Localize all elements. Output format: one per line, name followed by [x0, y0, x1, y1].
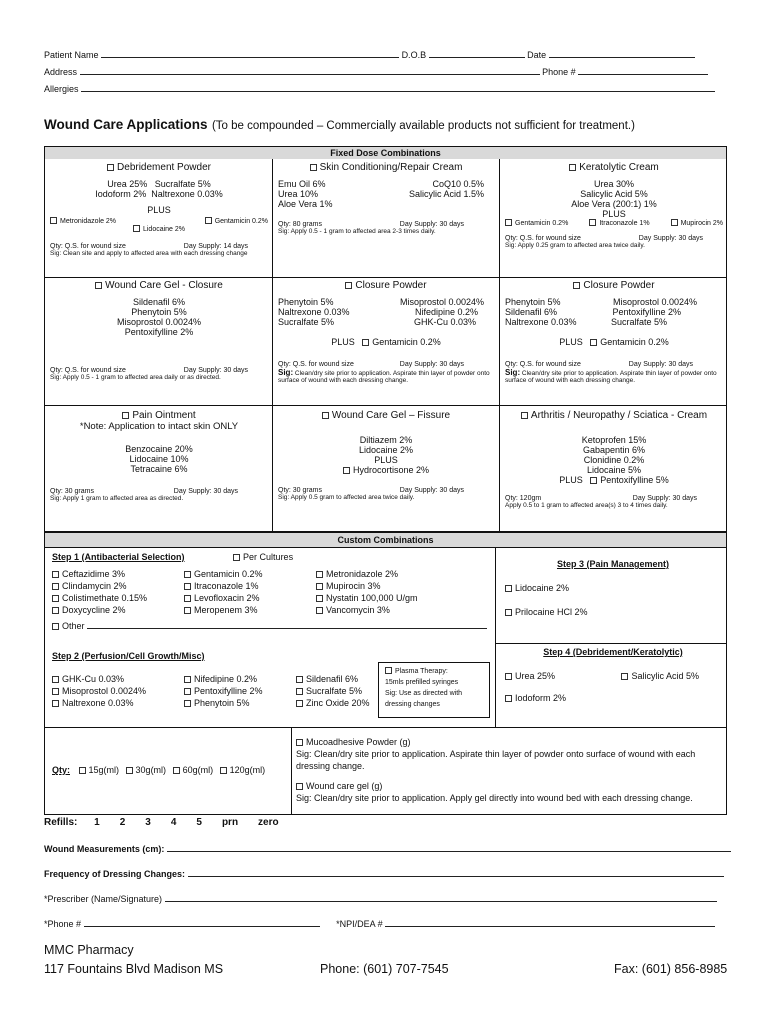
- keratolytic-gentamicin-checkbox[interactable]: [505, 219, 512, 226]
- step4-heading: Step 4 (Debridement/Keratolytic): [543, 647, 683, 657]
- closure-2-gentamicin-checkbox[interactable]: [590, 339, 597, 346]
- patient-name-field[interactable]: [101, 49, 399, 58]
- skin-repair-cell: Skin Conditioning/Repair Cream Emu Oil 6% CoQ10 0.5% Urea 10% Salicylic Acid 1.5% Aloe Vera 1% Qty: 80 grams Day Supply: 30 days Sig: Apply 0.5 - 1 gram to affected area 2-3 times daily.: [278, 162, 484, 235]
- step2-item[interactable]: Sucralfate 5%: [296, 685, 386, 697]
- gentamicin-checkbox[interactable]: [205, 217, 212, 224]
- checkbox[interactable]: [52, 700, 59, 707]
- pentoxifylline-checkbox[interactable]: [590, 477, 597, 484]
- step1: Step 1 (Antibacterial Selection) Per Cultures Ceftazidime 3% Clindamycin 2% Colistimethate 0.15% Doxycycline 2% Gentamicin 0.2% Itraconazole 1% Levofloxacin 2% Meropenem 3% Metronidazole 2% Mupirocin 3% Nystatin 100,000 U/gm Vancomycin 3% Other: [52, 552, 492, 631]
- urea-checkbox[interactable]: [505, 673, 512, 680]
- frequency-label: Frequency of Dressing Changes:: [44, 869, 186, 879]
- step2-item[interactable]: Naltrexone 0.03%: [52, 697, 184, 709]
- closure-1-gentamicin-checkbox[interactable]: [362, 339, 369, 346]
- wound-measurements-field[interactable]: [167, 843, 731, 852]
- plasma-therapy-checkbox[interactable]: [385, 667, 392, 674]
- checkbox[interactable]: [184, 688, 191, 695]
- checkbox[interactable]: [52, 688, 59, 695]
- keratolytic-checkbox[interactable]: [569, 164, 576, 171]
- step2-item[interactable]: Zinc Oxide 20%: [296, 697, 386, 709]
- checkbox[interactable]: [184, 571, 191, 578]
- other-checkbox[interactable]: [52, 623, 59, 630]
- prescriber-label: *Prescriber (Name/Signature): [44, 894, 163, 904]
- step3-heading: Step 3 (Pain Management): [556, 559, 670, 569]
- refill-option[interactable]: zero: [258, 817, 279, 828]
- lidocaine-checkbox[interactable]: [133, 225, 140, 232]
- salicylic-checkbox[interactable]: [621, 673, 628, 680]
- wound-gel-closure-cell: Wound Care Gel - Closure Sildenafil 6% Phenytoin 5% Misoprostol 0.0024% Pentoxifylline 2% Qty: Q.S. for wound size Day Supply: 30 days Sig: Apply 0.5 - 1 gram to affected area daily or as directed.: [50, 280, 248, 381]
- step1-item[interactable]: Vancomycin 3%: [316, 604, 476, 616]
- other-field[interactable]: [87, 620, 487, 629]
- closure-powder-cell-1: Closure Powder Phenytoin 5% Misoprostol 0.0024% Naltrexone 0.03% Nifedipine 0.2% Sucralfate 5% GHK-Cu 0.03% PLUS Gentamicin 0.2% Qty: Q.S. for wound size Day Supply: 30 days Sig: Clean/dry site prior to application. Aspirate thin layer of powder onto surface of wound with each dressing change.: [278, 280, 490, 384]
- pain-ointment-cell: Pain Ointment *Note: Application to intact skin ONLY Benzocaine 20% Lidocaine 10% Tetracaine 6% Qty: 30 grams Day Supply: 30 days Sig: Apply 1 gram to affected area as directed.: [50, 410, 239, 502]
- frequency-field[interactable]: [188, 868, 724, 877]
- refills-row: Refills: 1 2 3 4 5 prn zero: [44, 817, 279, 828]
- closure-powder-cell-2: Closure Powder Phenytoin 5% Misoprostol 0.0024% Sildenafil 6% Pentoxifylline 2% Naltrexone 0.03% Sucralfate 5% PLUS Gentamicin 0.2% Qty: Q.S. for wound size Day Supply: 30 days Sig: Clean/dry site prior to application. Aspirate thin layer of powder onto surface of wound with each dressing change.: [505, 280, 717, 384]
- step1-item[interactable]: Clindamycin 2%: [52, 580, 184, 592]
- footer-fields: [44, 843, 728, 943]
- checkbox[interactable]: [316, 583, 323, 590]
- pharmacy-address: 117 Fountains Blvd Madison MS: [44, 962, 224, 976]
- hydrocortisone-checkbox[interactable]: [343, 467, 350, 474]
- dosage-form: Mucoadhesive Powder (g) Sig: Clean/dry site prior to application. Aspirate thin layer of powder onto surface of wound with each dressing change. Wound care gel (g) Sig: Clean/dry site prior to application. Apply gel directly into wound bed with each dressing change.: [296, 737, 696, 803]
- checkbox[interactable]: [52, 607, 59, 614]
- checkbox[interactable]: [184, 676, 191, 683]
- pharmacy-name: MMC Pharmacy: [44, 943, 134, 957]
- checkbox[interactable]: [296, 688, 303, 695]
- allergies-field[interactable]: [81, 83, 715, 92]
- npi-label: *NPI/DEA #: [336, 919, 383, 929]
- checkbox[interactable]: [52, 676, 59, 683]
- checkbox[interactable]: [184, 607, 191, 614]
- lidocaine-2-checkbox[interactable]: [505, 585, 512, 592]
- step1-heading: Step 1 (Antibacterial Selection): [52, 552, 185, 562]
- prescriber-field[interactable]: [165, 893, 717, 902]
- checkbox[interactable]: [52, 595, 59, 602]
- wound-gel-closure-checkbox[interactable]: [95, 282, 102, 289]
- step2-item[interactable]: GHK-Cu 0.03%: [52, 673, 184, 685]
- checkbox[interactable]: [316, 607, 323, 614]
- step1-item[interactable]: Levofloxacin 2%: [184, 592, 316, 604]
- refill-option[interactable]: 4: [170, 817, 177, 828]
- step2-item[interactable]: Nifedipine 0.2%: [184, 673, 296, 685]
- step1-item[interactable]: Nystatin 100,000 U/gm: [316, 592, 476, 604]
- allergies-label: Allergies: [44, 84, 79, 94]
- step2-item[interactable]: Phenytoin 5%: [184, 697, 296, 709]
- arthritis-cream-cell: Arthritis / Neuropathy / Sciatica - Cream Ketoprofen 15% Gabapentin 6% Clonidine 0.2% Lidocaine 5% PLUS Pentoxifylline 5% Qty: 120gm Day Supply: 30 days Apply 0.5 to 1 gram to affected area(s) 3 to 4 times daily.: [505, 410, 708, 509]
- checkbox[interactable]: [184, 583, 191, 590]
- wound-care-gel-checkbox[interactable]: [296, 783, 303, 790]
- fixed-dose-heading: Fixed Dose Combinations: [45, 147, 726, 159]
- phone-field[interactable]: [578, 66, 708, 75]
- dob-field[interactable]: [429, 49, 525, 58]
- checkbox[interactable]: [52, 583, 59, 590]
- refill-option[interactable]: 2: [119, 817, 126, 828]
- keratolytic-cell: Keratolytic Cream Urea 30% Salicylic Acid 5% Aloe Vera (200:1) 1% PLUS Gentamicin 0.2% Itraconazole 1% Mupirocin 2% Qty: Q.S. for wound size Day Supply: 30 days Sig: Apply 0.25 gram to affected area twice daily.: [505, 162, 723, 249]
- pharmacy-phone: Phone: (601) 707-7545: [320, 962, 449, 976]
- prilocaine-checkbox[interactable]: [505, 609, 512, 616]
- step2-item[interactable]: Sildenafil 6%: [296, 673, 386, 685]
- step3: Step 3 (Pain Management) Lidocaine 2% Prilocaine HCl 2%: [505, 559, 721, 617]
- phone-footer-label: *Phone #: [44, 919, 82, 929]
- keratolytic-itraconazole-checkbox[interactable]: [589, 219, 596, 226]
- refill-option[interactable]: 1: [94, 817, 100, 828]
- header: [44, 49, 724, 100]
- checkbox[interactable]: [296, 676, 303, 683]
- wound-gel-fissure-cell: Wound Care Gel – Fissure Diltiazem 2% Lidocaine 2% PLUS Hydrocortisone 2% Qty: 30 grams Day Supply: 30 days Sig: Apply 0.5 gram to affected area twice daily.: [278, 410, 464, 501]
- phone-footer-field[interactable]: [84, 918, 320, 927]
- step2-item[interactable]: Pentoxifylline 2%: [184, 685, 296, 697]
- skin-repair-checkbox[interactable]: [310, 164, 317, 171]
- step1-item[interactable]: Mupirocin 3%: [316, 580, 476, 592]
- closure-powder-2-checkbox[interactable]: [573, 282, 580, 289]
- step1-item[interactable]: Gentamicin 0.2%: [184, 568, 316, 580]
- checkbox[interactable]: [316, 571, 323, 578]
- wound-measurements-label: Wound Measurements (cm):: [44, 844, 165, 854]
- step1-item[interactable]: Doxycycline 2%: [52, 604, 184, 616]
- page-title: Wound Care Applications: [44, 117, 208, 132]
- checkbox[interactable]: [184, 700, 191, 707]
- step1-item[interactable]: Metronidazole 2%: [316, 568, 476, 580]
- debridement-powder-cell: Debridement Powder Urea 25% Sucralfate 5% Iodoform 2% Naltrexone 0.03% PLUS Metronidazole 2% Gentamicin 0.2% Lidocaine 2% Qty: Q.S. for wound size Day Supply: 14 days Sig: Clean site and apply to affected area with each dressing change: [50, 162, 268, 257]
- step2-heading: Step 2 (Perfusion/Cell Growth/Misc): [52, 651, 205, 661]
- step1-item[interactable]: Meropenem 3%: [184, 604, 316, 616]
- wound-gel-fissure-checkbox[interactable]: [322, 412, 329, 419]
- per-cultures-checkbox[interactable]: [233, 554, 240, 561]
- qty-120-checkbox[interactable]: [220, 767, 227, 774]
- pharmacy-fax: Fax: (601) 856-8985: [614, 962, 728, 976]
- form-title: [44, 116, 734, 134]
- pain-ointment-checkbox[interactable]: [122, 412, 129, 419]
- address-field[interactable]: [80, 66, 540, 75]
- step1-item[interactable]: Ceftazidime 3%: [52, 568, 184, 580]
- step1-item[interactable]: Colistimethate 0.15%: [52, 592, 184, 604]
- patient-name-label: Patient Name: [44, 50, 99, 60]
- custom-heading: Custom Combinations: [45, 533, 726, 547]
- date-label: Date: [527, 50, 547, 60]
- step4: Step 4 (Debridement/Keratolytic) Urea 25% Salicylic Acid 5% Iodoform 2%: [505, 647, 721, 703]
- refill-option[interactable]: 3: [145, 817, 151, 828]
- closure-powder-1-checkbox[interactable]: [345, 282, 352, 289]
- checkbox[interactable]: [52, 571, 59, 578]
- dob-label: D.O.B: [401, 50, 427, 60]
- debridement-powder-checkbox[interactable]: [107, 164, 114, 171]
- arthritis-cream-checkbox[interactable]: [521, 412, 528, 419]
- step1-item[interactable]: Itraconazole 1%: [184, 580, 316, 592]
- iodoform-checkbox[interactable]: [505, 695, 512, 702]
- quantity-row: Qty: 15g(ml) 30g(ml) 60g(ml) 120g(ml): [52, 765, 266, 775]
- plasma-therapy-box: Plasma Therapy: 15mls prefilled syringes Sig: Use as directed with dressing changes: [378, 662, 490, 718]
- step2-item[interactable]: Misoprostol 0.0024%: [52, 685, 184, 697]
- address-label: Address: [44, 67, 78, 77]
- qty-60-checkbox[interactable]: [173, 767, 180, 774]
- npi-field[interactable]: [385, 918, 715, 927]
- refill-option[interactable]: prn: [221, 817, 239, 828]
- keratolytic-mupirocin-checkbox[interactable]: [671, 219, 678, 226]
- checkbox[interactable]: [184, 595, 191, 602]
- date-field[interactable]: [549, 49, 695, 58]
- checkbox[interactable]: [296, 700, 303, 707]
- page-subtitle: (To be compounded – Commercially available products not sufficient for treatment.): [211, 120, 635, 132]
- qty-15-checkbox[interactable]: [79, 767, 86, 774]
- mucoadhesive-powder-checkbox[interactable]: [296, 739, 303, 746]
- debridement-powder-title: Debridement Powder: [117, 162, 211, 173]
- qty-30-checkbox[interactable]: [126, 767, 133, 774]
- metronidazole-checkbox[interactable]: [50, 217, 57, 224]
- checkbox[interactable]: [316, 595, 323, 602]
- phone-label: Phone #: [542, 67, 576, 77]
- refill-option[interactable]: 5: [196, 817, 202, 828]
